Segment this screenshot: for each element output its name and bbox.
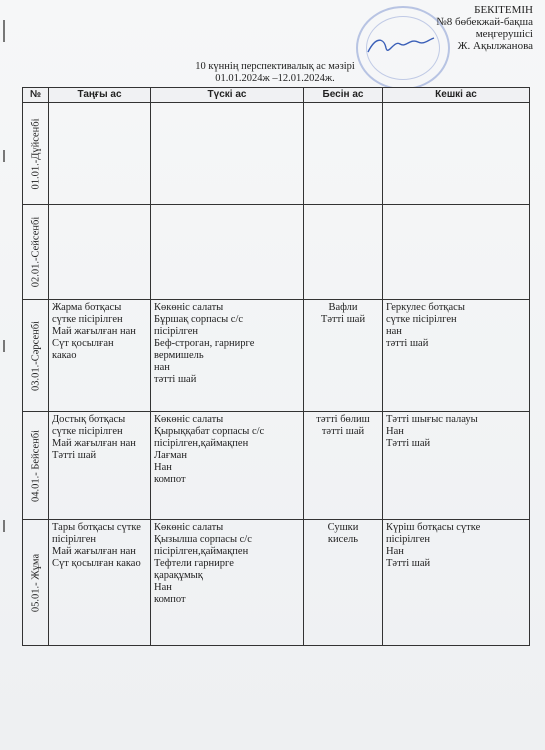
day-cell [23, 412, 49, 520]
day-cell [23, 103, 49, 205]
table-row [23, 103, 530, 205]
dinner-cell [383, 103, 530, 205]
breakfast-cell: Жарма ботқасы сүтке пісірілген Май жағылған нан Сүт қосылған какао [49, 300, 151, 412]
header-breakfast: Таңғы ас [49, 88, 151, 103]
menu-table [22, 87, 530, 646]
breakfast-cell [49, 103, 151, 205]
approval-line: меңгерушісі [475, 28, 533, 40]
dinner-cell: Геркулес ботқасы сүтке пісірілген нан тәтті шай [383, 300, 530, 412]
dinner-cell: Тәтті шығыс палауы Нан Тәтті шай [383, 412, 530, 520]
approval-line: Ж. Ақылжанова [457, 40, 533, 52]
menu-period: 01.01.2024ж –12.01.2024ж. [215, 73, 335, 84]
header-dinner: Кешкі ас [383, 88, 530, 103]
dinner-cell: Күріш ботқасы сүтке пісірілген Нан Тәтті шай [383, 520, 530, 646]
lunch-cell [151, 103, 304, 205]
table-header-row [23, 88, 530, 103]
binding-mark [3, 20, 5, 42]
day-cell [23, 205, 49, 300]
table-row [23, 520, 530, 646]
day-cell [23, 520, 49, 646]
table-row [23, 412, 530, 520]
lunch-cell: Көкөніс салаты Бұршақ сорпасы с/с пісірілген Беф-строган, гарнирге вермишель нан тәтті шай [151, 300, 304, 412]
table-row [23, 205, 530, 300]
lunch-cell [151, 205, 304, 300]
approval-line: №8 бөбекжай-бақша [436, 16, 533, 28]
header-snack: Бесін ас [304, 88, 383, 103]
snack-cell: тәтті бөлиш тәтті шай [304, 412, 383, 520]
day-cell [23, 300, 49, 412]
menu-title [150, 61, 400, 85]
approval-line: БЕКІТЕМІН [474, 4, 533, 16]
day-label: 05.01.- Жұма [30, 553, 41, 612]
table-row [23, 300, 530, 412]
day-label: 02.01.-Сейсенбі [30, 216, 41, 288]
snack-cell: Сушки кисель [304, 520, 383, 646]
day-label: 03.01.-Сәрсенбі [30, 320, 41, 391]
binding-mark [3, 520, 5, 532]
day-label: 04.01.- Бейсенбі [30, 429, 41, 502]
header-number: № [23, 88, 49, 103]
breakfast-cell: Тары ботқасы сүтке пісірілген Май жағылған нан Сүт қосылған какао [49, 520, 151, 646]
lunch-cell: Көкөніс салаты Қызылша сорпасы с/с пісірілген,қаймақпен Тефтели гарнирге қарақұмық Нан компот [151, 520, 304, 646]
binding-mark [3, 340, 5, 352]
day-label: 01.01.-Дүйсенбі [30, 117, 41, 190]
binding-mark [3, 150, 5, 162]
menu-title-line: 10 күннің перспективалық ас мәзірі [195, 61, 355, 72]
approval-block [436, 4, 533, 52]
lunch-cell: Көкөніс салаты Қырыққабат сорпасы с/с пісірілген,қаймақпен Лағман Нан компот [151, 412, 304, 520]
signature [366, 34, 436, 58]
breakfast-cell: Достық ботқасы сүтке пісірілген Май жағылған нан Тәтті шай [49, 412, 151, 520]
snack-cell [304, 103, 383, 205]
snack-cell [304, 205, 383, 300]
snack-cell: Вафли Тәтті шай [304, 300, 383, 412]
dinner-cell [383, 205, 530, 300]
header-lunch: Түскі ас [151, 88, 304, 103]
breakfast-cell [49, 205, 151, 300]
